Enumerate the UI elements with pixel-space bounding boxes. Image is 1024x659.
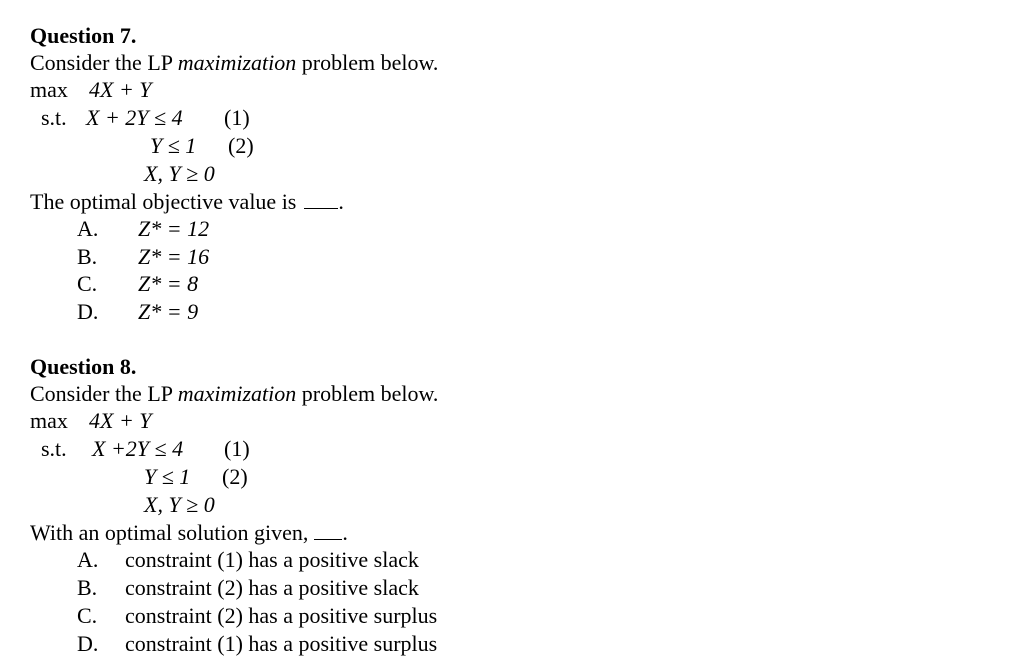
- q7-objective-keyword: max: [30, 77, 68, 102]
- q7-constraint-2-number: (2): [228, 133, 254, 158]
- q8-option-c-letter: C.: [77, 603, 98, 628]
- q7-constraint-1: X + 2Y ≤ 4: [86, 105, 183, 130]
- q8-option-c-text: constraint (2) has a positive surplus: [125, 603, 438, 628]
- q7-option-b-text: Z* = 16: [138, 244, 210, 269]
- q8-option-b-letter: B.: [77, 575, 98, 600]
- q8-intro-emphasis: maximization: [177, 381, 297, 406]
- q7-answer-blank: [304, 190, 338, 209]
- q7-objective-expression: 4X + Y: [89, 77, 152, 102]
- q8-nonnegativity: X, Y ≥ 0: [144, 492, 215, 517]
- q7-constraint-2: Y ≤ 1: [150, 133, 197, 158]
- q7-title: Question 7.: [30, 23, 137, 48]
- q8-option-d-letter: D.: [77, 631, 99, 656]
- q8-prompt: With an optimal solution given, .: [30, 520, 348, 545]
- q7-option-d-text: Z* = 9: [138, 299, 199, 324]
- q7-intro-before: Consider the LP: [30, 50, 178, 75]
- q8-intro-after: problem below.: [296, 381, 439, 406]
- q7-intro-after: problem below.: [296, 50, 439, 75]
- q8-title: Question 8.: [30, 354, 137, 379]
- q7-option-c-text: Z* = 8: [138, 271, 199, 296]
- q7-option-a-text: Z* = 12: [138, 216, 210, 241]
- q7-nonnegativity: X, Y ≥ 0: [144, 161, 215, 186]
- q8-constraint-2-number: (2): [222, 464, 248, 489]
- q8-prompt-text: With an optimal solution given,: [30, 520, 309, 545]
- q8-constraint-2: Y ≤ 1: [144, 464, 191, 489]
- q7-intro: [30, 50, 438, 76]
- q7-option-a-letter: A.: [77, 216, 99, 241]
- q8-constraint-1: X +2Y ≤ 4: [92, 436, 184, 461]
- q8-option-b-text: constraint (2) has a positive slack: [125, 575, 419, 600]
- q8-option-a-letter: A.: [77, 547, 99, 572]
- q7-option-d-letter: D.: [77, 299, 99, 324]
- q7-prompt: The optimal objective value is .: [30, 189, 344, 214]
- q8-option-d-text: constraint (1) has a positive surplus: [125, 631, 438, 656]
- q8-intro: [30, 381, 438, 407]
- q7-constraint-1-number: (1): [224, 105, 250, 130]
- q8-objective-keyword: max: [30, 408, 68, 433]
- q7-option-b-letter: B.: [77, 244, 98, 269]
- q8-intro-before: Consider the LP: [30, 381, 178, 406]
- q7-prompt-text: The optimal objective value is: [30, 189, 297, 214]
- q8-option-a-text: constraint (1) has a positive slack: [125, 547, 419, 572]
- q7-st-keyword: s.t.: [41, 105, 67, 130]
- q7-option-c-letter: C.: [77, 271, 98, 296]
- q8-st-keyword: s.t.: [41, 436, 67, 461]
- q8-constraint-1-number: (1): [224, 436, 250, 461]
- q7-intro-emphasis: maximization: [177, 50, 297, 75]
- q8-answer-blank: [314, 521, 342, 540]
- q8-objective-expression: 4X + Y: [89, 408, 152, 433]
